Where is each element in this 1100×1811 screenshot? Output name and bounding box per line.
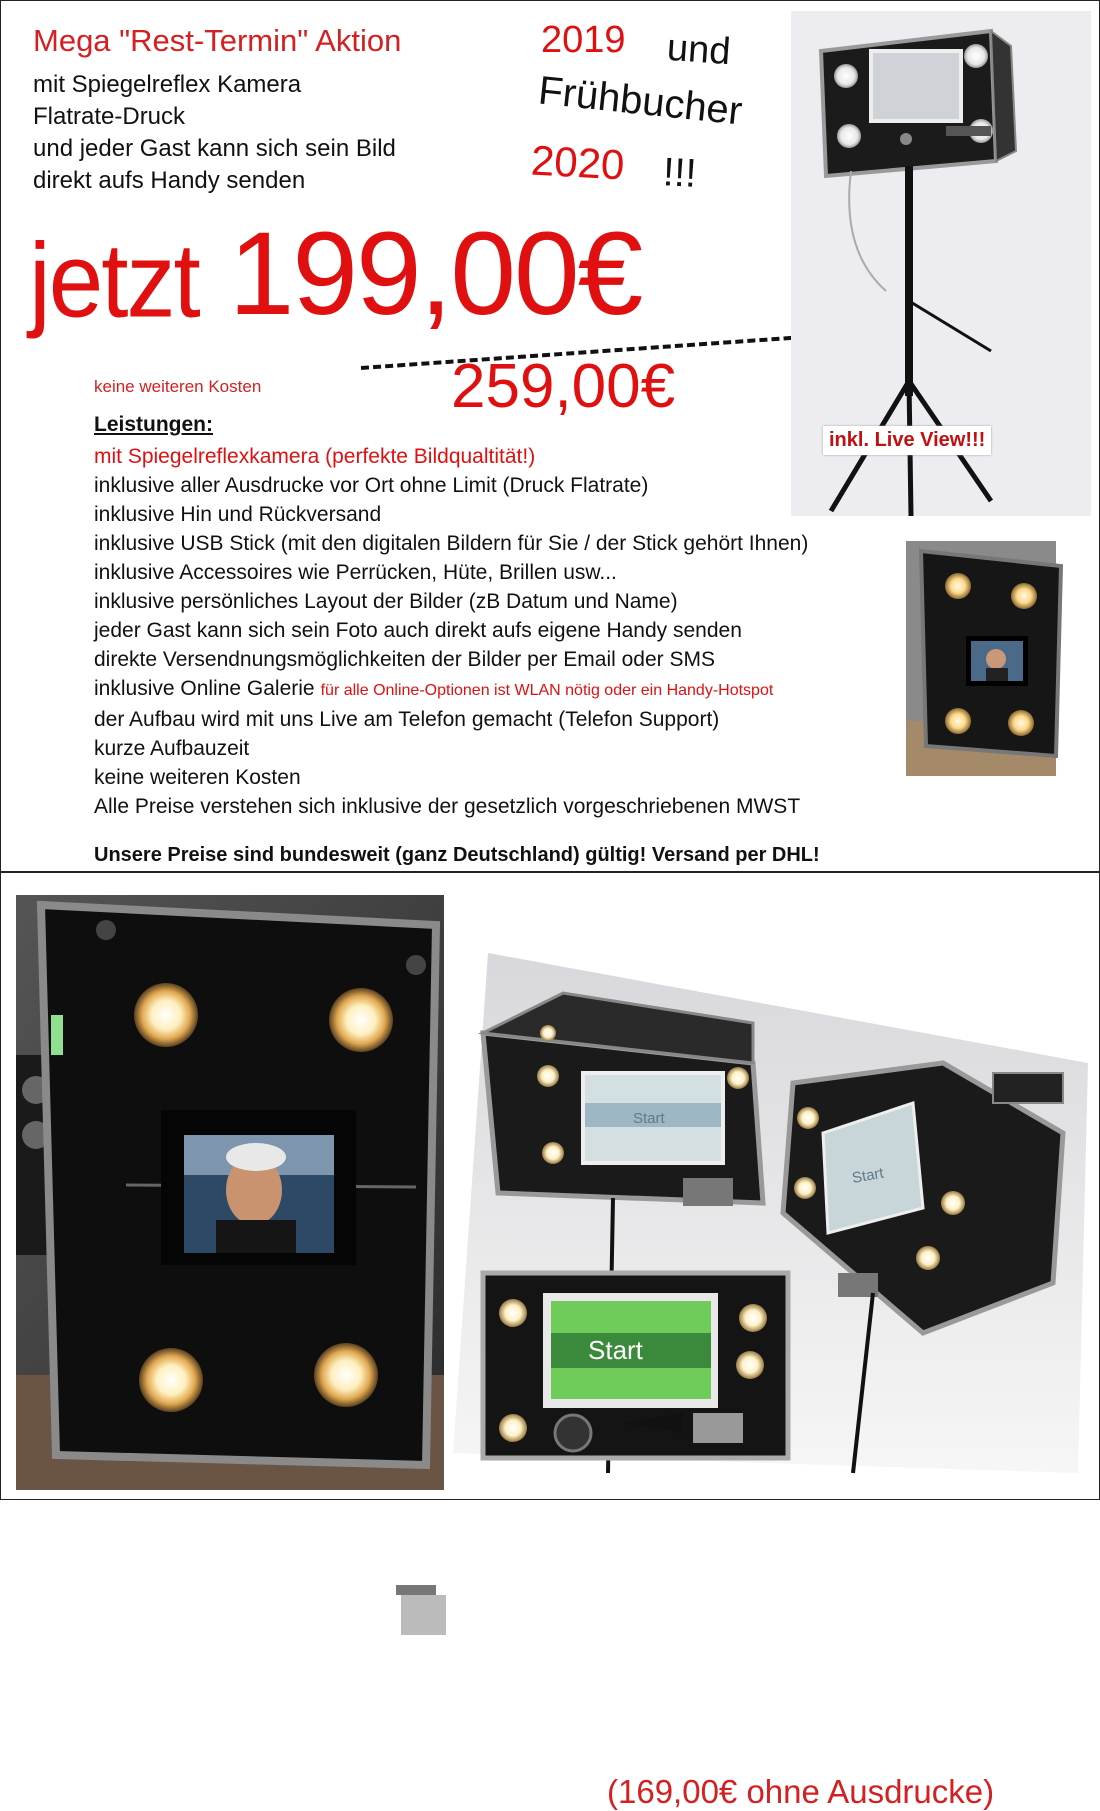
no-costs-note: keine weiteren Kosten [94, 377, 262, 396]
list-item: keine weiteren Kosten [94, 766, 301, 789]
list-item: der Aufbau wird mit uns Live am Telefon gemacht (Telefon Support) [94, 708, 720, 731]
year-2020: 2020 [529, 136, 626, 189]
photobooth-lit-photo [16, 895, 444, 1490]
list-item: inklusive USB Stick (mit den digitalen Bildern für Sie / der Stick gehört Ihnen) [94, 532, 809, 555]
new-price [29, 206, 641, 342]
list-item: Alle Preise verstehen sich inklusive der gesetzlich vorgeschriebenen MWST [94, 795, 801, 818]
list-item: inklusive Hin und Rückversand [94, 503, 382, 526]
start-text-1: Start [633, 1110, 665, 1127]
live-view-badge: inkl. Live View!!! [823, 426, 991, 455]
without-prints-price: (169,00€ ohne Ausdrucke) [607, 1773, 995, 1810]
exclaim-label: !!! [661, 150, 698, 196]
list-item: kurze Aufbauzeit [94, 737, 250, 760]
list-item [94, 674, 808, 705]
list-item-label: inklusive Online Galerie [94, 677, 315, 700]
sub-line-1: mit Spiegelreflex Kamera [33, 71, 302, 98]
sub-line-2: Flatrate-Druck [33, 103, 186, 130]
sub-line-4: direkt aufs Handy senden [33, 167, 306, 194]
start-text-3: Start [588, 1335, 643, 1365]
list-item: inklusive aller Ausdrucke vor Ort ohne Limit (Druck Flatrate) [94, 474, 649, 497]
new-price-value: 199,00€ [228, 208, 642, 340]
old-price: 259,00€ [451, 352, 676, 421]
start-text-2: Start [850, 1164, 885, 1187]
und-label: und [665, 26, 732, 74]
promo-panel [0, 0, 1100, 872]
sub-line-3: und jeder Gast kann sich sein Bild [33, 135, 396, 162]
list-item: mit Spiegelreflexkamera (perfekte Bildqualtität!) [94, 445, 536, 468]
year-2019: 2019 [541, 19, 626, 61]
list-item: jeder Gast kann sich sein Foto auch direkt aufs eigene Handy senden [94, 619, 742, 642]
list-item: inklusive persönliches Layout der Bilder (zB Datum und Name) [94, 590, 678, 613]
shipping-footer: Unsere Preise sind bundesweit (ganz Deutschland) gültig! Versand per DHL! [94, 844, 820, 866]
fruehbucher-label: Frühbucher [536, 68, 745, 134]
gallery-panel [0, 872, 1100, 1810]
online-note: für alle Online-Optionen ist WLAN nötig oder ein Handy-Hotspot [320, 682, 774, 699]
list-item: direkte Versendnungsmöglichkeiten der Bilder per Email oder SMS [94, 648, 715, 671]
jetzt-label: jetzt [29, 220, 199, 340]
photobooth-group-photo [453, 953, 1088, 1473]
photobooth-upright-photo [906, 541, 1056, 776]
leistungen-title: Leistungen: [94, 413, 213, 436]
leistungen-list [94, 442, 808, 821]
headline: Mega "Rest-Termin" Aktion [33, 23, 402, 58]
list-item: inklusive Accessoires wie Perrücken, Hüte, Brillen usw... [94, 561, 617, 584]
